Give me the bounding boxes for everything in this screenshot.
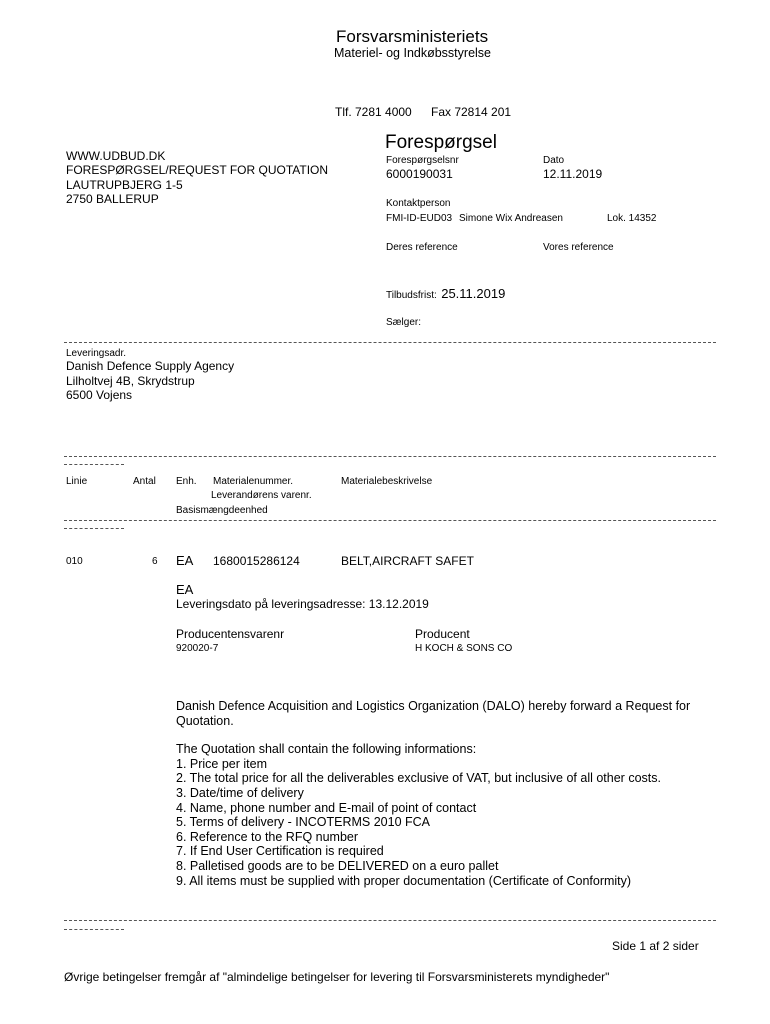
org-title: Forsvarsministeriets bbox=[336, 27, 489, 46]
list-item: 1. Price per item bbox=[176, 756, 268, 771]
delivery-city: 6500 Vojens bbox=[66, 388, 133, 402]
divider bbox=[64, 456, 716, 457]
delivery-street: Lilholtvej 4B, Skrydstrup bbox=[66, 374, 195, 388]
item-unit: EA bbox=[176, 553, 194, 568]
contact-id: FMI-ID-EUD03 bbox=[386, 213, 453, 224]
sender-website: WWW.UDBUD.DK bbox=[66, 149, 166, 163]
sender-doc-type: FORESPØRGSEL/REQUEST FOR QUOTATION bbox=[66, 163, 329, 177]
col-material-number: Materialenummer. bbox=[213, 476, 294, 487]
deadline-label: Tilbudsfrist: bbox=[386, 290, 437, 301]
contact-name: Simone Wix Andreasen bbox=[459, 213, 563, 224]
intro-line-1: Danish Defence Acquisition and Logistics Organization (DALO) hereby forward a Request for bbox=[176, 699, 691, 713]
their-reference-label: Deres reference bbox=[386, 242, 458, 253]
org-subtitle: Materiel- og Indkøbsstyrelse bbox=[334, 46, 492, 60]
divider bbox=[64, 342, 716, 343]
col-description: Materialebeskrivelse bbox=[341, 476, 433, 487]
fax-number: Fax 72814 201 bbox=[431, 105, 512, 119]
divider bbox=[64, 920, 716, 921]
col-line: Linie bbox=[66, 476, 88, 487]
item-quantity: 6 bbox=[152, 556, 158, 567]
col-base-unit: Basismængdeenhed bbox=[176, 505, 268, 516]
manufacturer-value: H KOCH & SONS CO bbox=[415, 643, 513, 654]
doc-title: Forespørgsel bbox=[385, 132, 497, 153]
divider bbox=[64, 929, 124, 930]
delivery-label: Leveringsadr. bbox=[66, 348, 127, 359]
contact-label: Kontaktperson bbox=[386, 198, 451, 209]
quotation-requirements bbox=[176, 699, 716, 888]
divider bbox=[64, 520, 716, 521]
list-item: 5. Terms of delivery - INCOTERMS 2010 FCA bbox=[176, 815, 431, 830]
col-quantity: Antal bbox=[133, 476, 156, 487]
date-label: Dato bbox=[543, 155, 565, 166]
footer-terms: Øvrige betingelser fremgår af "almindelige betingelser for levering til Forsvarsministerets myndigheder" bbox=[64, 970, 610, 984]
item-base-unit: EA bbox=[176, 582, 194, 597]
date-value: 12.11.2019 bbox=[543, 167, 603, 181]
list-item: 7. If End User Certification is required bbox=[176, 844, 384, 859]
deadline-value: 25.11.2019 bbox=[441, 286, 506, 301]
request-number-label: Forespørgselsnr bbox=[386, 155, 459, 166]
delivery-name: Danish Defence Supply Agency bbox=[66, 359, 235, 373]
manufacturer-part-value: 920020-7 bbox=[176, 643, 219, 654]
sender-city: 2750 BALLERUP bbox=[66, 192, 159, 206]
list-item: 6. Reference to the RFQ number bbox=[176, 829, 359, 844]
list-item: 8. Palletised goods are to be DELIVERED on a euro pallet bbox=[176, 858, 499, 873]
intro-line-2: Quotation. bbox=[176, 713, 234, 728]
phone-number: Tlf. 7281 4000 bbox=[335, 105, 412, 119]
col-unit: Enh. bbox=[176, 476, 197, 487]
col-supplier-number: Leverandørens varenr. bbox=[211, 490, 312, 501]
contact-extension: Lok. 14352 bbox=[607, 213, 657, 224]
list-item: 9. All items must be supplied with proper documentation (Certificate of Conformity) bbox=[176, 873, 632, 888]
sender-street: LAUTRUPBJERG 1-5 bbox=[66, 178, 183, 192]
manufacturer-label: Producent bbox=[415, 627, 470, 641]
item-material-number: 1680015286124 bbox=[213, 554, 300, 568]
item-delivery-date: Leveringsdato på leveringsadresse: 13.12.2019 bbox=[176, 597, 429, 611]
divider bbox=[64, 528, 124, 529]
requirements-heading: The Quotation shall contain the following informations: bbox=[176, 742, 477, 757]
our-reference-label: Vores reference bbox=[543, 242, 614, 253]
page-indicator: Side 1 af 2 sider bbox=[612, 939, 699, 953]
manufacturer-part-label: Producentensvarenr bbox=[176, 627, 285, 641]
requirements-list bbox=[176, 757, 716, 888]
deadline bbox=[386, 285, 505, 303]
request-number-value: 6000190031 bbox=[386, 167, 453, 181]
list-item: 3. Date/time of delivery bbox=[176, 785, 304, 800]
list-item: 4. Name, phone number and E-mail of point of contact bbox=[176, 800, 477, 815]
divider bbox=[64, 464, 124, 465]
item-line: 010 bbox=[66, 556, 83, 567]
list-item: 2. The total price for all the deliverables exclusive of VAT, but inclusive of all other costs. bbox=[176, 771, 661, 786]
seller-label: Sælger: bbox=[386, 317, 422, 328]
item-description: BELT,AIRCRAFT SAFET bbox=[341, 554, 474, 568]
